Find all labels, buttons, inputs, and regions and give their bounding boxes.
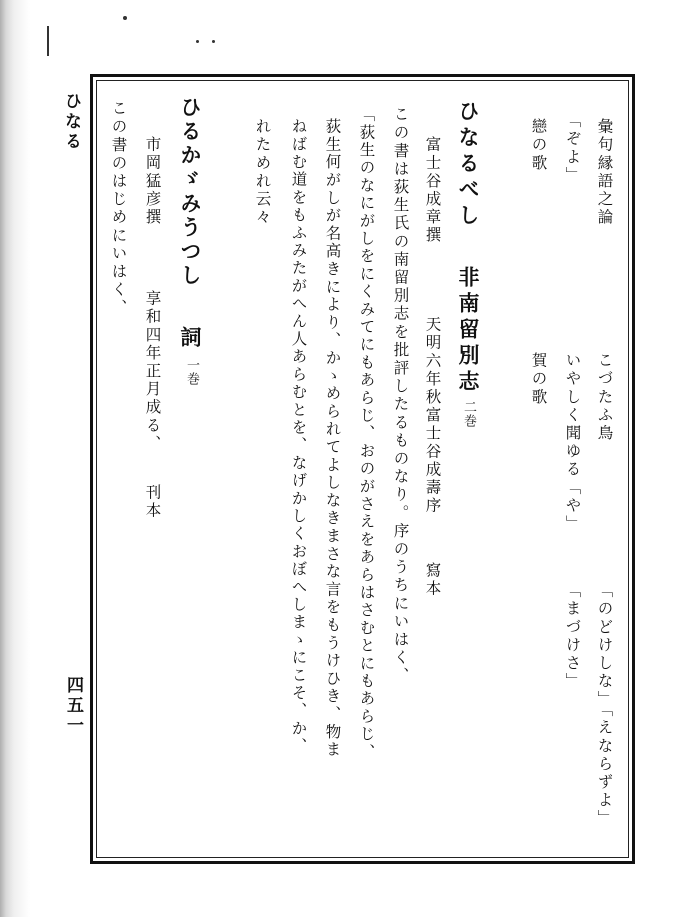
entry1-volumes: 二巻 — [461, 400, 476, 428]
page-number: 四五一 — [63, 676, 83, 736]
entry2-alt-title: 詞 — [178, 326, 203, 352]
entry2-volumes: 一巻 — [184, 358, 199, 386]
entry0-line2-extra: いやしく聞ゆる「や」 — [563, 352, 582, 533]
entry2-title: ひるかゞみうつし — [178, 96, 203, 288]
scan-speck — [123, 16, 127, 20]
entry1-author: 富士谷成章撰 — [423, 136, 442, 245]
entry1-body-line2: 「荻生のなにがしをにくみてにもあらじ、おのがさえをあらはさむとにもあらじ、 — [357, 106, 376, 761]
entry1-colophon: 天明六年秋富士谷成壽序 — [423, 316, 442, 516]
entry2-colophon: 享和四年正月成る、 — [143, 290, 162, 453]
entry1-body-line3: 荻生何がしが名高きにより、かゝめられてよしなきまさな言をもうけひき、物ま — [323, 118, 342, 759]
entry0-line3: 戀の歌 — [529, 118, 548, 173]
entry1-body-line4: ねばむ道をもふみたがへん人あらむとを、なげかしくおぼへしまゝにこそ、か、 — [289, 118, 308, 756]
entry0-line2: 「ぞよ」 — [563, 112, 582, 185]
entry2-format: 刊本 — [143, 484, 162, 521]
entry1-body-line5: れためれ云々 — [253, 118, 272, 227]
scan-speck — [212, 40, 215, 43]
entry1-format: 寫本 — [423, 562, 442, 599]
entry0-line1-extra: こづたふ鳥 — [595, 352, 614, 443]
entry0-line2-extra2: 「まづけさ」 — [563, 582, 582, 691]
entry1-title: ひなるべし — [456, 100, 481, 230]
entry2-body-line1: この書のはじめにいはく、 — [109, 100, 128, 318]
entry0-line1-extra2: 「のどけしな」「えならずよ」 — [595, 582, 614, 828]
entry1-alt-title: 非南留別志 — [456, 266, 481, 396]
scan-speck — [196, 40, 199, 43]
running-header: ひなる — [61, 92, 81, 152]
scan-mark — [47, 26, 49, 56]
entry0-line1: 彙句縁語之論 — [595, 118, 614, 227]
entry2-author: 市岡猛彦撰 — [143, 136, 162, 227]
scan-edge-shadow — [0, 0, 34, 917]
entry0-line3-extra: 賀の歌 — [529, 352, 548, 407]
entry1-body-line1: この書は荻生氏の南留別志を批評したるものなり。序のうちにいはく、 — [391, 106, 410, 686]
